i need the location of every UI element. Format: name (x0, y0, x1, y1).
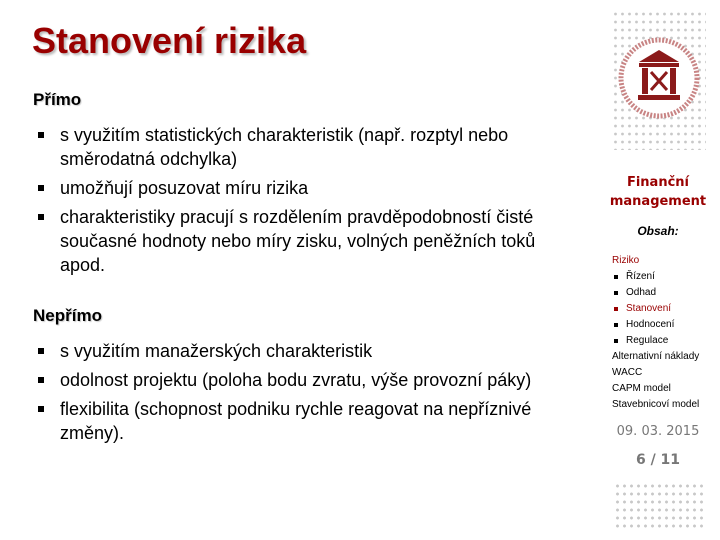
contents-label: Obsah: (637, 224, 679, 238)
page-number: 6 / 11 (635, 452, 681, 468)
list-item: odolnost projektu (poloha bodu zvratu, výše provozní páky) (38, 368, 578, 392)
slide-title: Stanovení rizika (32, 20, 307, 61)
faculty-logo (612, 10, 706, 150)
course-title (600, 173, 716, 211)
toc-item-wacc[interactable]: WACC (612, 367, 643, 378)
list-item: umožňují posuzovat míru rizika (38, 176, 578, 200)
toc-item-stanoveni[interactable]: Stanovení (612, 301, 699, 317)
toc-item-capm[interactable]: CAPM model (612, 383, 671, 394)
toc-item-riziko[interactable]: Riziko (612, 255, 640, 266)
heading-direct: Přímo (33, 90, 82, 109)
indirect-list (38, 339, 578, 450)
list-item: charakteristiky pracují s rozdělením pravděpodobností čisté současné hodnoty nebo míry zisku, volných peněžních toků apod. (38, 205, 578, 277)
list-item: s využitím statistických charakteristik (např. rozptyl nebo směrodatná odchylka) (38, 123, 578, 171)
toc-item-hodnoceni[interactable]: Hodnocení (612, 317, 699, 333)
direct-list (38, 123, 578, 282)
toc-item-stavebnicovi[interactable]: Stavebnicoví model (612, 399, 700, 410)
slide-date: 09. 03. 2015 (616, 424, 700, 439)
list-item: s využitím manažerských charakteristik (38, 339, 578, 363)
course-title-line2: management (609, 194, 707, 209)
list-item: flexibilita (schopnost podniku rychle reagovat na nepříznivé změny). (38, 397, 578, 445)
table-of-contents (612, 253, 699, 413)
toc-item-odhad[interactable]: Odhad (612, 285, 699, 301)
toc-item-alternativni-naklady[interactable]: Alternativní náklady (612, 351, 700, 362)
dot-pattern-decoration (614, 482, 704, 528)
course-title-line1: Finanční (626, 175, 690, 190)
toc-item-regulace[interactable]: Regulace (612, 333, 699, 349)
heading-indirect: Nepřímo (33, 306, 102, 325)
toc-item-rizeni[interactable]: Řízení (612, 269, 699, 285)
